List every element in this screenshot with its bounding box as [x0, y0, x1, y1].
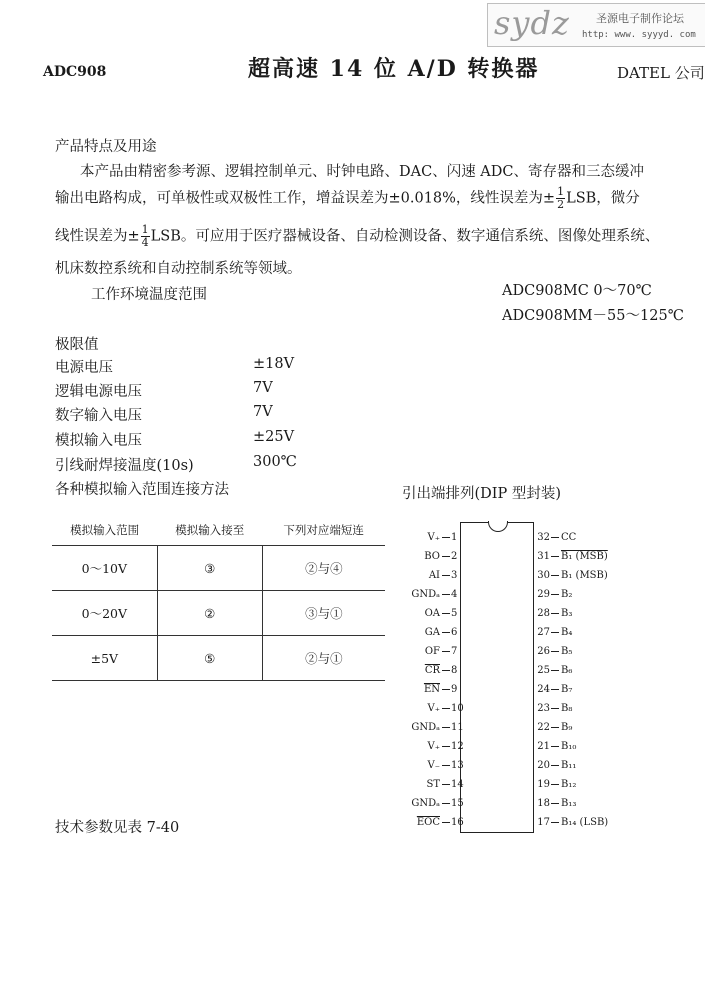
pin-lead	[442, 803, 450, 804]
table-cell: ③与①	[262, 591, 385, 636]
pin-12	[412, 741, 465, 753]
pin-name: B₁ (MSB)	[561, 570, 608, 581]
pin-lead	[551, 613, 559, 614]
pin-number: 17	[537, 817, 550, 828]
features-line-2-text-a: 输出电路构成，可单极性或双极性工作，增益误差为±0.018%，线性误差为±	[55, 190, 556, 207]
pin-32	[536, 532, 576, 544]
pin-lead	[442, 670, 450, 671]
column-header: 模拟输入范围	[52, 515, 157, 546]
limit-label: 模拟输入电压	[55, 433, 142, 449]
pin-name: B₈	[561, 703, 573, 714]
pin-lead	[551, 537, 559, 538]
pin-number: 32	[537, 532, 550, 543]
pin-name: B₁ (MSB)	[561, 551, 608, 562]
pin-lead	[442, 613, 450, 614]
pin-name: AI	[428, 570, 440, 581]
pin-name: B₉	[561, 722, 573, 733]
pin-27	[536, 627, 572, 639]
pin-lead	[551, 746, 559, 747]
pin-number: 31	[537, 551, 550, 562]
pin-19	[536, 779, 576, 791]
temp-range-mc: ADC908MC 0～70℃	[502, 283, 652, 299]
pin-name: GNDₐ	[411, 722, 440, 733]
limit-value: ±25V	[253, 429, 295, 445]
pin-number: 12	[451, 741, 464, 752]
features-line-3	[55, 224, 659, 249]
pin-lead	[442, 746, 450, 747]
features-line-2	[55, 186, 640, 211]
pin-name: V₊	[427, 703, 440, 714]
pin-lead	[442, 575, 450, 576]
pin-lead	[442, 727, 450, 728]
fraction-denominator: 2	[557, 198, 565, 211]
pin-18	[536, 798, 576, 810]
pin-name: B₂	[561, 589, 573, 600]
pin-number: 13	[451, 760, 464, 771]
pin-number: 9	[451, 684, 458, 695]
watermark-site-name: 圣源电子制作论坛	[596, 12, 684, 25]
company-name: DATEL 公司	[617, 64, 705, 82]
pin-number: 27	[537, 627, 550, 638]
pin-7	[412, 646, 465, 658]
pin-26	[536, 646, 572, 658]
pin-lead	[442, 822, 450, 823]
limits-heading: 极限值	[55, 337, 99, 353]
pin-lead	[551, 765, 559, 766]
pin-lead	[442, 632, 450, 633]
features-line-4: 机床数控系统和自动控制系统等领域。	[55, 261, 302, 277]
limit-value: 300℃	[253, 454, 297, 470]
limit-value: ±18V	[253, 356, 295, 372]
input-range-table	[52, 515, 385, 681]
pin-name: V₋	[427, 760, 440, 771]
pin-lead	[551, 670, 559, 671]
pin-lead	[551, 803, 559, 804]
pin-name: B₅	[561, 646, 573, 657]
pin-number: 23	[537, 703, 550, 714]
pin-lead	[442, 651, 450, 652]
pin-name: $\overline{EOC}$	[416, 817, 440, 828]
pin-name: B₁₄ (LSB)	[561, 817, 609, 828]
table-cell: ③	[157, 546, 262, 591]
pin-name: B₁₂	[561, 779, 577, 790]
pin-name: BO	[424, 551, 440, 562]
watermark-logo: sydz	[494, 4, 570, 42]
pin-29	[536, 589, 572, 601]
pin-number: 15	[451, 798, 464, 809]
limit-value: 7V	[253, 380, 273, 396]
pinout-heading: 引出端排列(DIP 型封装)	[402, 486, 562, 502]
pin-number: 3	[451, 570, 458, 581]
pin-11	[411, 722, 465, 734]
footer-note: 技术参数见表 7-40	[55, 820, 180, 836]
pin-name: OF	[424, 646, 440, 657]
pin-number: 6	[451, 627, 458, 638]
pin-number: 30	[537, 570, 550, 581]
features-line-1: 本产品由精密参考源、逻辑控制单元、时钟电路、DAC、闪速 ADC、寄存器和三态缓冲	[80, 164, 644, 180]
pin-number: 18	[537, 798, 550, 809]
column-header: 下列对应端短连	[262, 515, 385, 546]
pin-number: 7	[451, 646, 458, 657]
features-line-2-text-b: LSB，微分	[566, 190, 640, 207]
pin-name: B₃	[561, 608, 573, 619]
ranges-heading: 各种模拟输入范围连接方法	[55, 482, 229, 498]
pin-16	[412, 817, 465, 829]
column-header: 模拟输入接至	[157, 515, 262, 546]
pin-24	[536, 684, 572, 696]
limit-label: 数字输入电压	[55, 408, 142, 424]
table-row	[52, 591, 385, 636]
pin-20	[536, 760, 576, 772]
pin-lead	[551, 708, 559, 709]
pin-name: B₄	[561, 627, 573, 638]
fraction-half	[556, 186, 565, 211]
pin-2	[412, 551, 465, 563]
watermark-url: http: www. syyyd. com	[582, 30, 696, 40]
pin-21	[536, 741, 576, 753]
pin-15	[411, 798, 465, 810]
pin-lead	[442, 537, 450, 538]
pin-number: 26	[537, 646, 550, 657]
pin-number: 4	[451, 589, 458, 600]
temp-range-mm: ADC908MM－55～125℃	[502, 308, 684, 324]
pin-number: 1	[451, 532, 458, 543]
pin-number: 14	[451, 779, 464, 790]
pin-name: V₊	[427, 741, 440, 752]
pin-name: B₇	[561, 684, 573, 695]
pin-name: GNDₐ	[411, 589, 440, 600]
pin-5	[412, 608, 465, 620]
pin-lead	[551, 632, 559, 633]
pin-lead	[442, 765, 450, 766]
pin-number: 28	[537, 608, 550, 619]
pin-17	[536, 817, 608, 829]
pin-10	[412, 703, 465, 715]
pin-22	[536, 722, 572, 734]
part-code: ADC908	[43, 64, 107, 80]
pin-name: $\overline{EN}$	[423, 684, 440, 695]
pin-lead	[442, 556, 450, 557]
pin-9	[412, 684, 465, 696]
table-cell: ②	[157, 591, 262, 636]
table-cell: 0～10V	[52, 546, 157, 591]
pin-25	[536, 665, 572, 677]
table-cell: ②与④	[262, 546, 385, 591]
features-line-3-text-a: 线性误差为±	[55, 228, 140, 245]
pin-number: 2	[451, 551, 458, 562]
pin-number: 25	[537, 665, 550, 676]
pin-lead	[442, 708, 450, 709]
pin-30	[536, 570, 608, 582]
pin-name: GA	[424, 627, 440, 638]
fraction-denominator: 4	[141, 236, 149, 249]
fraction-quarter	[141, 224, 150, 249]
pin-lead	[551, 575, 559, 576]
pin-number: 19	[537, 779, 550, 790]
table-cell: 0～20V	[52, 591, 157, 636]
pin-23	[536, 703, 572, 715]
table-cell: ⑤	[157, 636, 262, 681]
limit-value: 7V	[253, 404, 273, 420]
pin-8	[412, 665, 465, 677]
table-cell: ±5V	[52, 636, 157, 681]
limit-label: 逻辑电源电压	[55, 384, 142, 400]
pin-lead	[442, 784, 450, 785]
watermark	[487, 3, 705, 47]
pin-28	[536, 608, 572, 620]
table-row	[52, 546, 385, 591]
pin-number: 8	[451, 665, 458, 676]
table-row	[52, 636, 385, 681]
pin-1	[412, 532, 465, 544]
pin-name: $\overline{CR}$	[424, 665, 440, 676]
table-header-row	[52, 515, 385, 546]
package-notch	[488, 521, 508, 532]
pin-14	[412, 779, 465, 791]
pin-name: B₁₀	[561, 741, 577, 752]
pin-name: B₆	[561, 665, 573, 676]
pin-name: ST	[426, 779, 440, 790]
pin-number: 16	[451, 817, 464, 828]
pin-lead	[551, 689, 559, 690]
pin-number: 22	[537, 722, 550, 733]
pin-lead	[551, 651, 559, 652]
pin-lead	[551, 727, 559, 728]
features-heading: 产品特点及用途	[55, 139, 157, 155]
fraction-numerator: 1	[141, 223, 149, 236]
pin-number: 21	[537, 741, 550, 752]
pin-3	[412, 570, 465, 582]
features-line-3-text-b: LSB。可应用于医疗器械设备、自动检测设备、数字通信系统、图像处理系统、	[150, 228, 660, 245]
limit-label: 引线耐焊接温度(10s)	[55, 458, 194, 474]
pin-number: 20	[537, 760, 550, 771]
limit-label: 电源电压	[55, 360, 113, 376]
pin-lead	[551, 594, 559, 595]
pin-13	[412, 760, 465, 772]
pin-number: 29	[537, 589, 550, 600]
pin-6	[412, 627, 465, 639]
temp-range-label: 工作环境温度范围	[91, 287, 207, 303]
pin-lead	[551, 556, 559, 557]
pin-name: OA	[424, 608, 440, 619]
pin-lead	[551, 822, 559, 823]
pin-4	[411, 589, 465, 601]
pin-lead	[442, 689, 450, 690]
pin-number: 5	[451, 608, 458, 619]
pin-name: B₁₁	[561, 760, 577, 771]
pin-name: B₁₃	[561, 798, 577, 809]
pin-name: CC	[561, 532, 577, 543]
pin-number: 11	[451, 722, 464, 733]
pin-lead	[442, 594, 450, 595]
pin-number: 10	[451, 703, 464, 714]
pin-31	[536, 551, 608, 563]
fraction-numerator: 1	[557, 185, 565, 198]
table-cell: ②与①	[262, 636, 385, 681]
pin-name: V₊	[427, 532, 440, 543]
pin-number: 24	[537, 684, 550, 695]
pin-lead	[551, 784, 559, 785]
dip-package-body	[460, 522, 534, 833]
page-title: 超高速 14 位 A/D 转换器	[248, 56, 540, 82]
pin-name: GNDₐ	[411, 798, 440, 809]
